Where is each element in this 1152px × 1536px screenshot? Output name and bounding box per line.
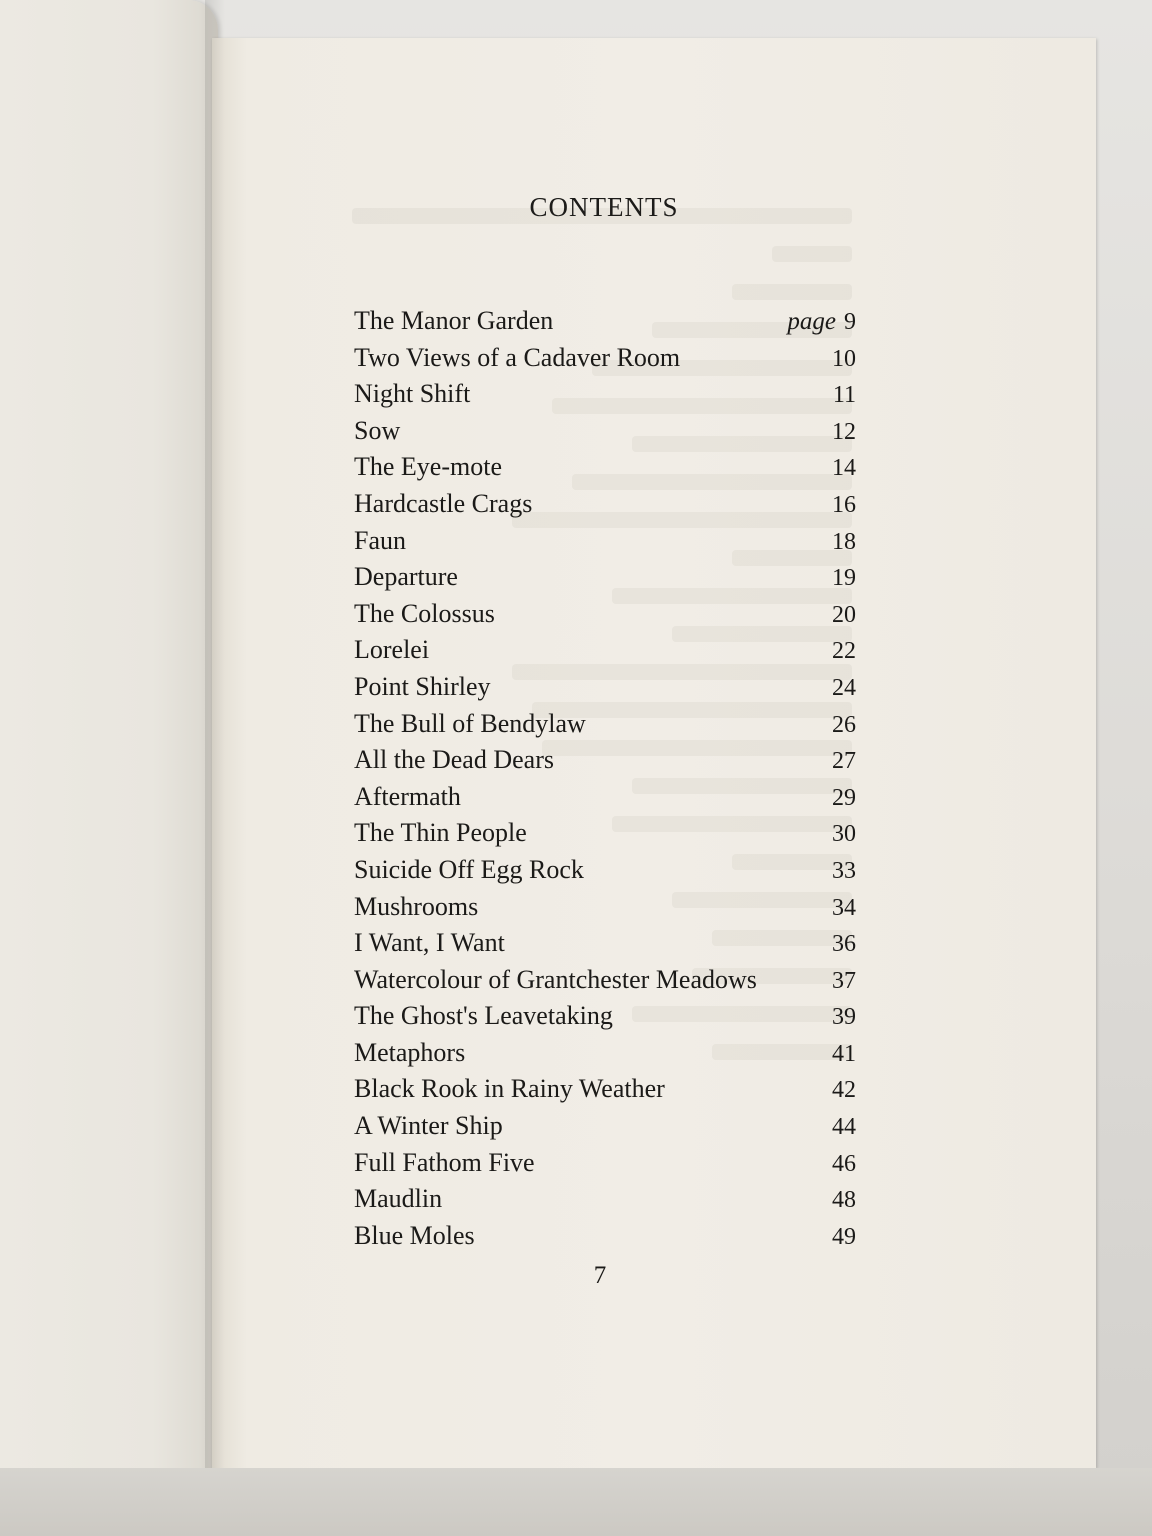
toc-entry [354,1221,856,1258]
toc-entry-page [832,748,856,775]
toc-entry [354,489,856,526]
toc-entry [354,745,856,782]
toc-entry-title: Hardcastle Crags [354,488,533,518]
toc-entry-title: Black Rook in Rainy Weather [354,1074,665,1104]
toc-entry [354,526,856,563]
toc-entry [354,379,856,416]
toc-entry-page-number: 18 [832,528,856,555]
page-label: page [787,308,836,335]
toc-entry-page-number: 22 [832,638,856,665]
toc-entry [354,782,856,819]
toc-entry-page [832,968,856,995]
toc-entry-title: Suicide Off Egg Rock [354,854,584,884]
toc-entry-page-number: 26 [832,711,856,738]
toc-entry-page [832,492,856,519]
toc-entry-page-number: 12 [832,418,856,445]
toc-entry-page-number: 48 [832,1187,856,1214]
toc-entry-page [832,1004,856,1031]
toc-entry [354,855,856,892]
toc-entry-page-number: 24 [832,674,856,701]
left-page [0,0,218,1536]
toc-entry-page-number: 29 [832,784,856,811]
toc-entry [354,672,856,709]
toc-entry-title: Aftermath [354,781,461,811]
toc-entry-page-number: 27 [832,748,856,775]
table-of-contents [354,306,856,1257]
toc-entry [354,1184,856,1221]
toc-entry-title: Lorelei [354,635,430,665]
toc-entry-page-number: 44 [832,1114,856,1141]
toc-entry-page [832,565,856,592]
toc-entry-page [832,1041,856,1068]
toc-entry-page-number: 49 [832,1223,856,1250]
toc-entry-page [832,602,856,629]
toc-entry-page [832,858,856,885]
toc-entry-title: A Winter Ship [354,1111,503,1141]
toc-entry-title: The Manor Garden [354,306,554,335]
toc-entry-page [832,1187,856,1214]
toc-entry-title: Point Shirley [354,671,491,701]
toc-entry [354,818,856,855]
toc-entry-page-number: 34 [832,894,856,921]
toc-entry [354,1001,856,1038]
toc-entry-page-number: 14 [832,455,856,482]
toc-entry [354,343,856,380]
toc-entry-page [832,638,856,665]
toc-entry-page-number: 30 [832,821,856,848]
toc-entry [354,928,856,965]
toc-entry-title: Maudlin [354,1184,443,1214]
toc-entry-page-number: 33 [832,857,856,884]
toc-entry-title: Faun [354,525,406,555]
toc-entry-page-number: 36 [832,931,856,958]
table-surface [0,1468,1152,1536]
toc-entry [354,635,856,672]
toc-entry [354,306,856,343]
toc-entry-page [832,785,856,812]
toc-entry [354,1148,856,1185]
toc-entry-page [833,382,856,409]
toc-entry-page [832,419,856,446]
toc-entry-page-number: 9 [844,309,856,335]
toc-entry [354,452,856,489]
gutter-shadow [205,0,225,1536]
toc-entry-title: Watercolour of Grantchester Meadows [354,964,757,994]
toc-entry-page [832,821,856,848]
toc-entry-page-number: 16 [832,491,856,518]
toc-entry-page [832,1224,856,1251]
toc-entry [354,1038,856,1075]
toc-entry-title: All the Dead Dears [354,745,554,775]
toc-entry-page-number: 19 [832,565,856,592]
toc-entry-page [832,346,856,373]
toc-entry-title: The Ghost's Leavetaking [354,1001,613,1031]
toc-entry-page [832,1151,856,1178]
toc-entry-page [832,675,856,702]
toc-entry-page [832,1077,856,1104]
toc-entry-page-number: 10 [832,345,856,372]
toc-entry-page [832,455,856,482]
toc-entry-page-number: 42 [832,1077,856,1104]
toc-entry [354,1074,856,1111]
toc-entry-page-number: 46 [832,1150,856,1177]
toc-entry-title: Full Fathom Five [354,1147,535,1177]
toc-entry-page-number: 20 [832,601,856,628]
toc-entry-title: Night Shift [354,379,471,409]
toc-entry-page [832,895,856,922]
toc-entry-page-number: 11 [832,382,856,409]
toc-entry-title: Mushrooms [354,891,479,921]
toc-entry-title: The Colossus [354,598,495,628]
toc-entry-page [787,308,856,336]
toc-entry-title: Two Views of a Cadaver Room [354,342,681,372]
toc-entry-title: Sow [354,415,401,445]
toc-entry-title: Departure [354,562,458,592]
toc-entry [354,965,856,1002]
toc-entry-title: I Want, I Want [354,928,505,958]
toc-entry-page [832,931,856,958]
toc-entry-page-number: 41 [832,1040,856,1067]
toc-entry-title: Metaphors [354,1037,466,1067]
toc-entry-page-number: 37 [832,967,856,994]
toc-entry-page [832,1114,856,1141]
toc-entry-title: Blue Moles [354,1220,475,1250]
toc-entry-title: The Bull of Bendylaw [354,708,586,738]
toc-entry [354,1111,856,1148]
toc-entry [354,416,856,453]
toc-entry [354,709,856,746]
toc-entry [354,892,856,929]
toc-entry [354,562,856,599]
toc-entry-title: The Thin People [354,818,527,848]
toc-entry-page [832,712,856,739]
contents-heading: CONTENTS [529,192,679,222]
toc-entry-page [832,529,856,556]
toc-entry-title: The Eye-mote [354,452,502,482]
toc-entry [354,599,856,636]
folio-page-number: 7 [593,1262,607,1289]
toc-entry-page-number: 39 [832,1004,856,1031]
